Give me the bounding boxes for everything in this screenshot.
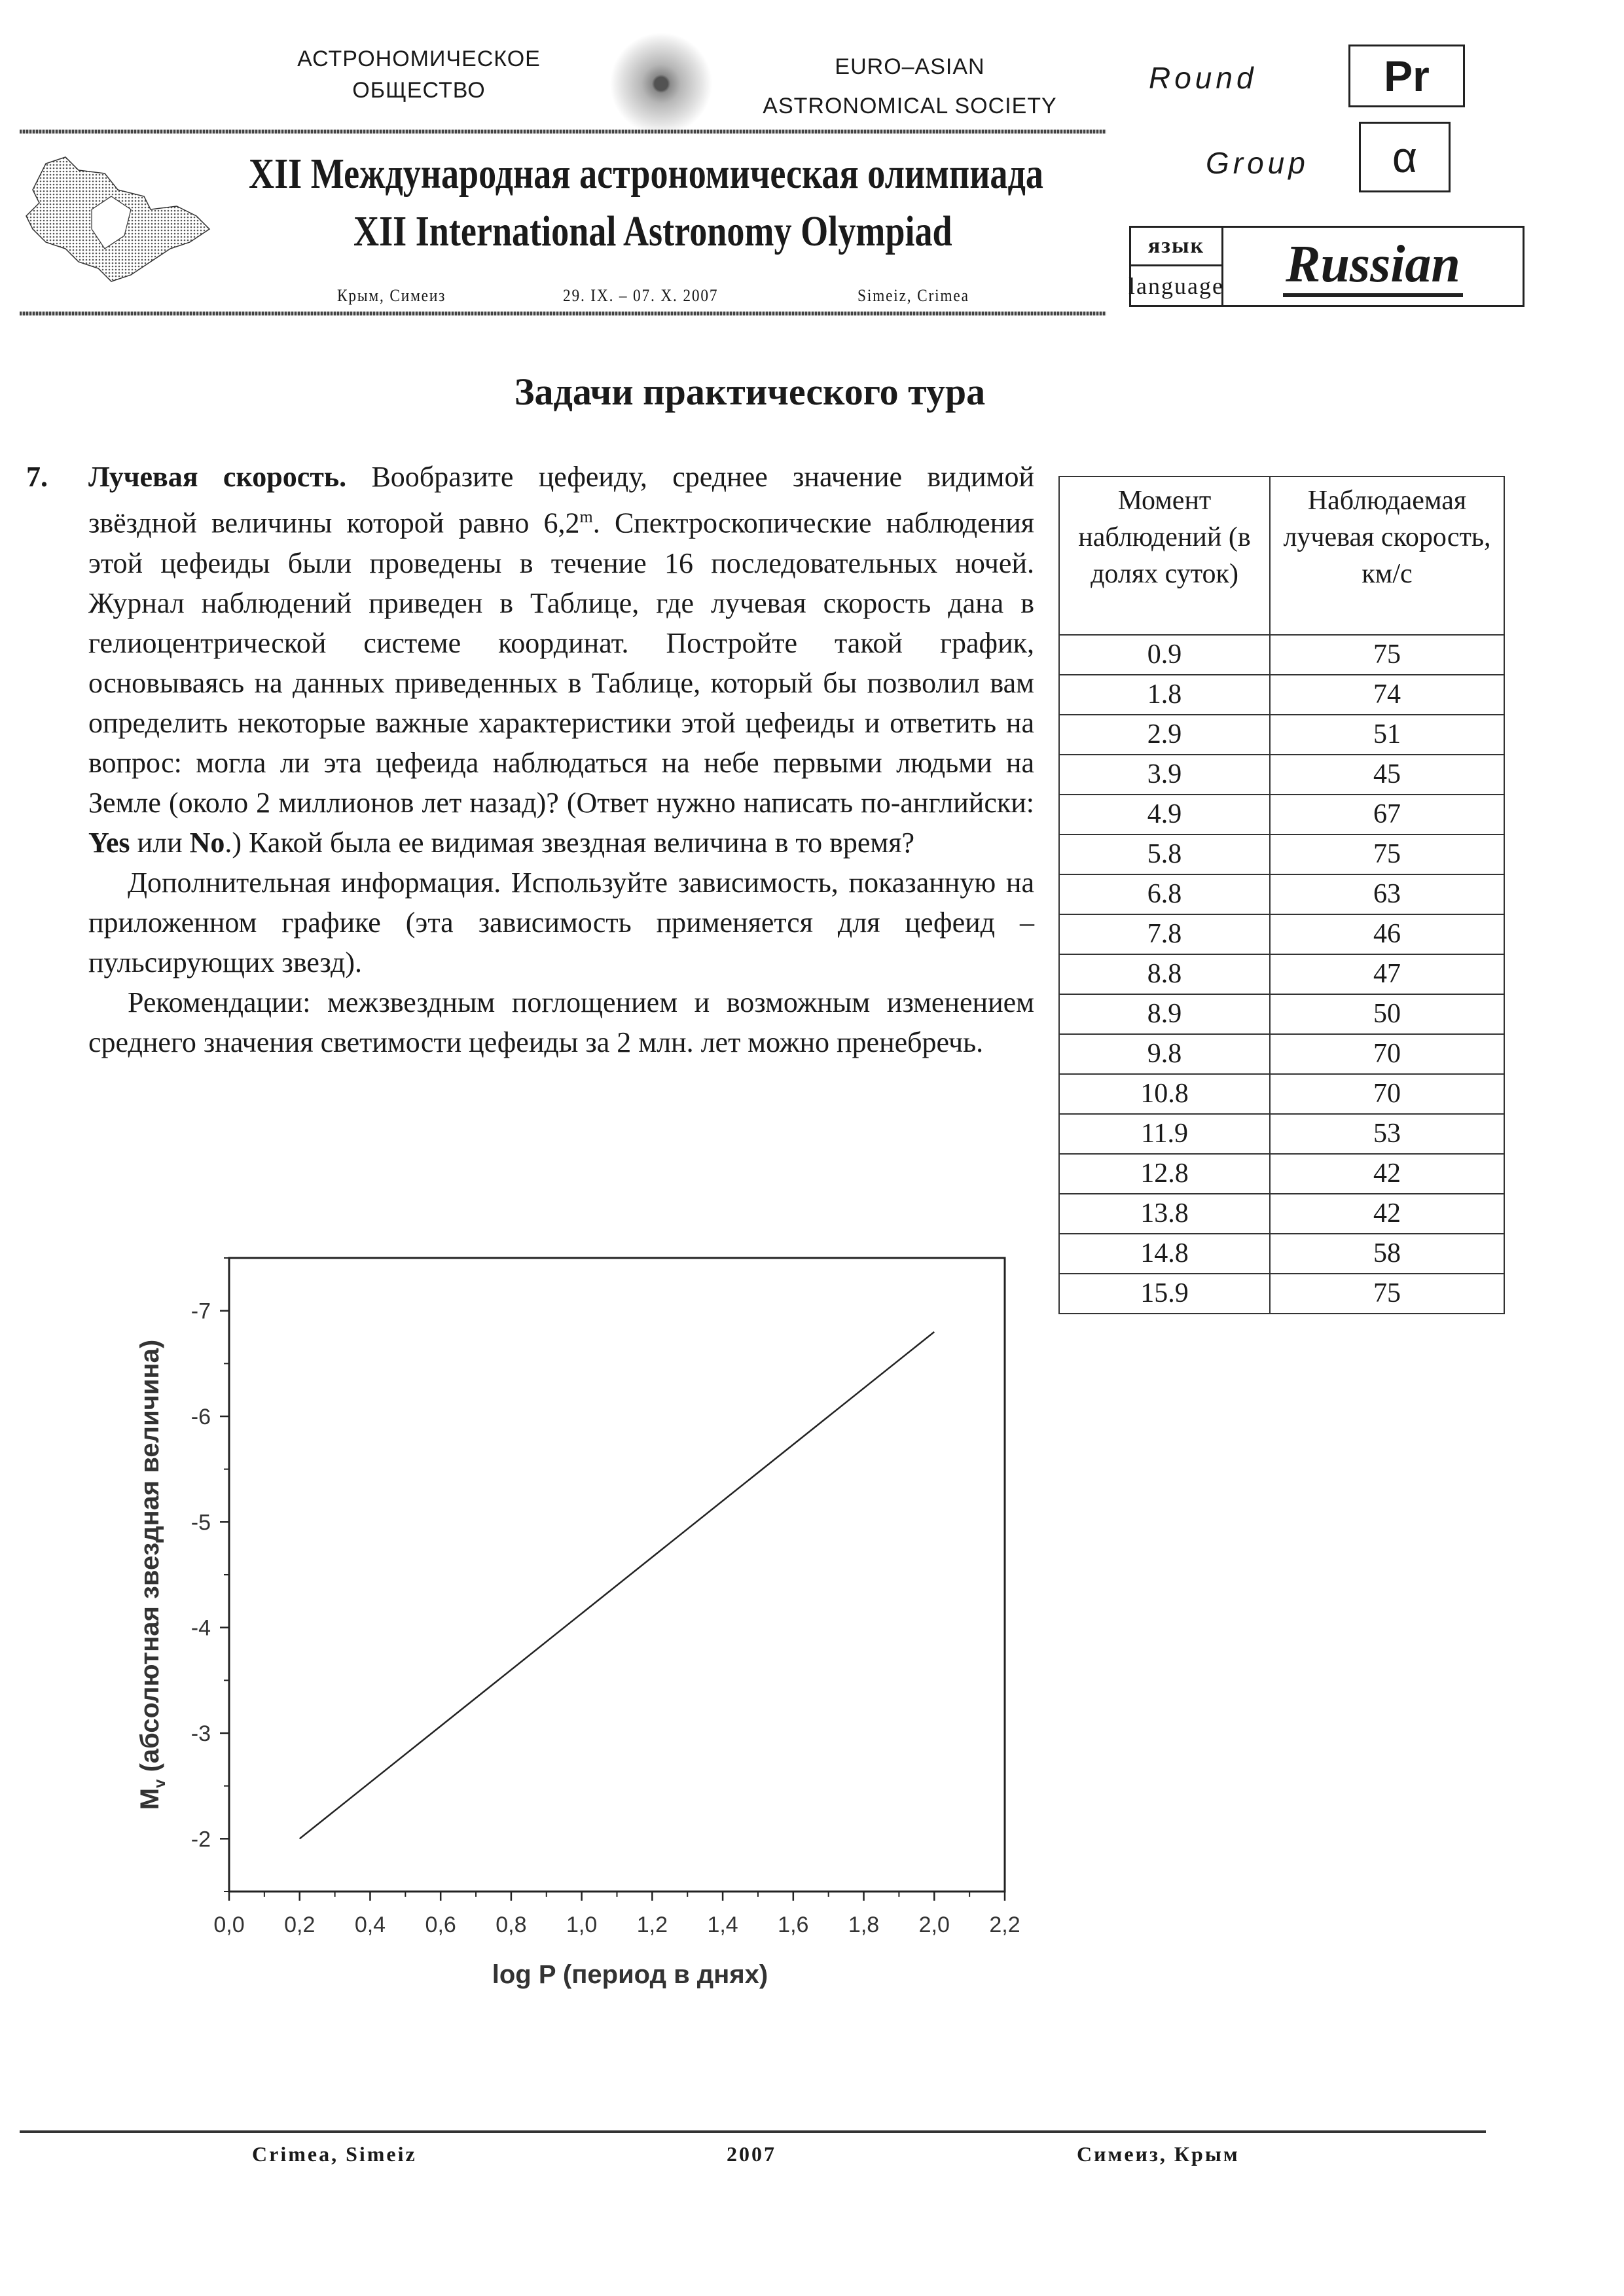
x-axis-label: log P (период в днях) — [492, 1960, 768, 1989]
language-box — [1129, 226, 1525, 307]
table-row — [1059, 1194, 1504, 1234]
cell-velocity: 75 — [1270, 635, 1504, 675]
cell-moment: 10.8 — [1059, 1074, 1270, 1114]
galaxy-logo-icon — [609, 33, 713, 131]
crimea-map-icon — [20, 151, 216, 288]
x-tick-label: 0,6 — [425, 1912, 456, 1937]
y-tick-label: -2 — [190, 1827, 211, 1852]
cell-moment: 12.8 — [1059, 1154, 1270, 1194]
table-row — [1059, 675, 1504, 715]
table-row — [1059, 914, 1504, 954]
table-row — [1059, 1274, 1504, 1314]
footer-right: Симеиз, Крым — [1077, 2142, 1240, 2166]
table-row — [1059, 795, 1504, 834]
y-tick-label: -5 — [190, 1510, 211, 1535]
y-tick-label: -4 — [190, 1615, 211, 1641]
y-axis-label — [135, 1340, 169, 1810]
cell-moment: 6.8 — [1059, 874, 1270, 914]
table-row — [1059, 954, 1504, 994]
cell-velocity: 45 — [1270, 755, 1504, 795]
header-divider-top — [20, 130, 1106, 134]
x-tick-label: 2,0 — [918, 1912, 950, 1937]
table-row — [1059, 1034, 1504, 1074]
cell-velocity: 47 — [1270, 954, 1504, 994]
cell-velocity: 50 — [1270, 994, 1504, 1034]
cell-velocity: 74 — [1270, 675, 1504, 715]
problem-paragraph-2: Дополнительная информация. Используйте зависимость, показанную на приложенном графике (эта зависимость применяется для цефеид – пульсирующих звезд). — [88, 866, 1034, 978]
series-line-period-luminosity — [300, 1332, 935, 1839]
cell-velocity: 67 — [1270, 795, 1504, 834]
table-row — [1059, 755, 1504, 795]
x-tick-label: 1,8 — [848, 1912, 880, 1937]
language-label-en: language — [1131, 266, 1223, 305]
x-tick-label: 1,2 — [636, 1912, 668, 1937]
y-label-symbol: M — [135, 1787, 164, 1810]
cell-moment: 5.8 — [1059, 834, 1270, 874]
cell-velocity: 70 — [1270, 1074, 1504, 1114]
x-tick-label: 0,2 — [284, 1912, 316, 1937]
observations-table — [1058, 476, 1505, 1314]
footer-divider — [20, 2130, 1486, 2133]
problem-text-c: .) Какой была ее видимая звездная величина в то время? — [225, 826, 914, 859]
table-row — [1059, 1114, 1504, 1154]
table-row — [1059, 994, 1504, 1034]
table-row — [1059, 1154, 1504, 1194]
society-en-line2: ASTRONOMICAL SOCIETY — [763, 94, 1057, 118]
plot-frame — [229, 1258, 1005, 1892]
x-tick-label: 1,6 — [778, 1912, 809, 1937]
cell-moment: 0.9 — [1059, 635, 1270, 675]
answer-yes: Yes — [88, 826, 130, 859]
table-row — [1059, 1234, 1504, 1274]
table-row — [1059, 1074, 1504, 1114]
place-en: Simeiz, Crimea — [857, 286, 969, 305]
cell-velocity: 58 — [1270, 1234, 1504, 1274]
olympiad-title-en: XII International Astronomy Olympiad — [353, 207, 952, 255]
x-tick-label: 1,4 — [707, 1912, 738, 1937]
cell-velocity: 75 — [1270, 1274, 1504, 1314]
olympiad-dates: 29. IX. – 07. X. 2007 — [563, 286, 719, 305]
cell-velocity: 63 — [1270, 874, 1504, 914]
society-en — [733, 47, 1087, 126]
cell-velocity: 42 — [1270, 1154, 1504, 1194]
header-moment: Момент наблюдений (в долях суток) — [1059, 476, 1270, 635]
y-tick-label: -7 — [190, 1299, 211, 1324]
x-tick-label: 0,4 — [354, 1912, 386, 1937]
answer-or: или — [130, 826, 190, 859]
society-en-line1: EURO–ASIAN — [835, 54, 985, 79]
problem-heading: Лучевая скорость. — [88, 461, 347, 493]
cell-moment: 7.8 — [1059, 914, 1270, 954]
group-value: α — [1392, 133, 1418, 181]
place-ru: Крым, Симеиз — [337, 286, 446, 305]
y-label-subscript: v — [151, 1779, 169, 1788]
footer-left: Crimea, Simeiz — [252, 2142, 417, 2166]
group-value-box — [1359, 122, 1451, 192]
problem-7 — [26, 457, 1034, 1062]
problem-paragraph-1 — [88, 457, 1034, 863]
group-label: Group — [1206, 146, 1309, 180]
footer-center: 2007 — [727, 2142, 776, 2166]
society-ru-line2: ОБЩЕСТВО — [352, 78, 486, 103]
problem-text-a: Вообразите цефеиду, среднее значение видимой звёздной величины которой равно 6,2 — [88, 461, 1035, 539]
language-label-ru: язык — [1131, 228, 1223, 266]
page-title — [0, 370, 1624, 414]
language-value: Russian — [1283, 236, 1463, 297]
cell-moment: 1.8 — [1059, 675, 1270, 715]
problem-number: 7. — [26, 461, 48, 493]
cell-moment: 14.8 — [1059, 1234, 1270, 1274]
cell-moment: 8.8 — [1059, 954, 1270, 994]
society-ru-line1: АСТРОНОМИЧЕСКОЕ — [297, 46, 541, 71]
cell-velocity: 42 — [1270, 1194, 1504, 1234]
header-divider-bottom — [20, 312, 1106, 315]
cell-moment: 13.8 — [1059, 1194, 1270, 1234]
x-tick-label: 0,0 — [213, 1912, 245, 1937]
cell-moment: 4.9 — [1059, 795, 1270, 834]
table-row — [1059, 635, 1504, 675]
cell-moment: 8.9 — [1059, 994, 1270, 1034]
x-tick-label: 0,8 — [496, 1912, 527, 1937]
y-tick-label: -6 — [190, 1405, 211, 1429]
table-row — [1059, 874, 1504, 914]
y-label-text: (абсолютная звездная величина) — [135, 1339, 164, 1780]
cell-moment: 2.9 — [1059, 715, 1270, 755]
page-title-text: Задачи практического тура — [514, 370, 986, 413]
problem-paragraph-3: Рекомендации: межзвездным поглощением и возможным изменением среднего значения светимости цефеиды за 2 млн. лет можно пренебречь. — [88, 986, 1034, 1058]
table-row — [1059, 834, 1504, 874]
cell-velocity: 75 — [1270, 834, 1504, 874]
answer-no: No — [189, 826, 225, 859]
cell-velocity: 51 — [1270, 715, 1504, 755]
table-row — [1059, 715, 1504, 755]
round-value: Pr — [1384, 52, 1430, 100]
society-ru — [275, 43, 563, 106]
table-header-row — [1059, 476, 1504, 635]
y-tick-label: -3 — [190, 1721, 211, 1746]
cell-moment: 11.9 — [1059, 1114, 1270, 1154]
header-velocity: Наблюдаемая лучевая скорость, км/с — [1270, 476, 1504, 635]
cell-moment: 3.9 — [1059, 755, 1270, 795]
olympiad-title-ru: XII Международная астрономическая олимпиада — [249, 150, 1043, 198]
cell-velocity: 53 — [1270, 1114, 1504, 1154]
cell-velocity: 46 — [1270, 914, 1504, 954]
round-value-box — [1348, 45, 1465, 107]
period-luminosity-chart — [105, 1230, 1034, 1990]
cell-moment: 15.9 — [1059, 1274, 1270, 1314]
x-tick-label: 1,0 — [566, 1912, 598, 1937]
cell-moment: 9.8 — [1059, 1034, 1270, 1074]
language-value-cell — [1223, 228, 1523, 305]
x-tick-label: 2,2 — [989, 1912, 1020, 1937]
round-label: Round — [1149, 61, 1257, 95]
problem-text-b: . Спектроскопические наблюдения этой цефеиды были проведены в течение 16 последовательных ночей. Журнал наблюдений приведен в Таблице, где лучевая скорость дана в гелиоцентрической системе координат. Постройте такой график, основываясь на данных приведенных в Таблице, который бы позволил вам определить некоторые важные характеристики этой цефеиды и ответить на вопрос: могла ли эта цефеида наблюдаться на небе первыми людьми на Земле (около 2 миллионов лет назад)? (Ответ нужно написать по-английски: — [88, 507, 1034, 819]
magnitude-superscript: m — [579, 507, 593, 526]
cell-velocity: 70 — [1270, 1034, 1504, 1074]
